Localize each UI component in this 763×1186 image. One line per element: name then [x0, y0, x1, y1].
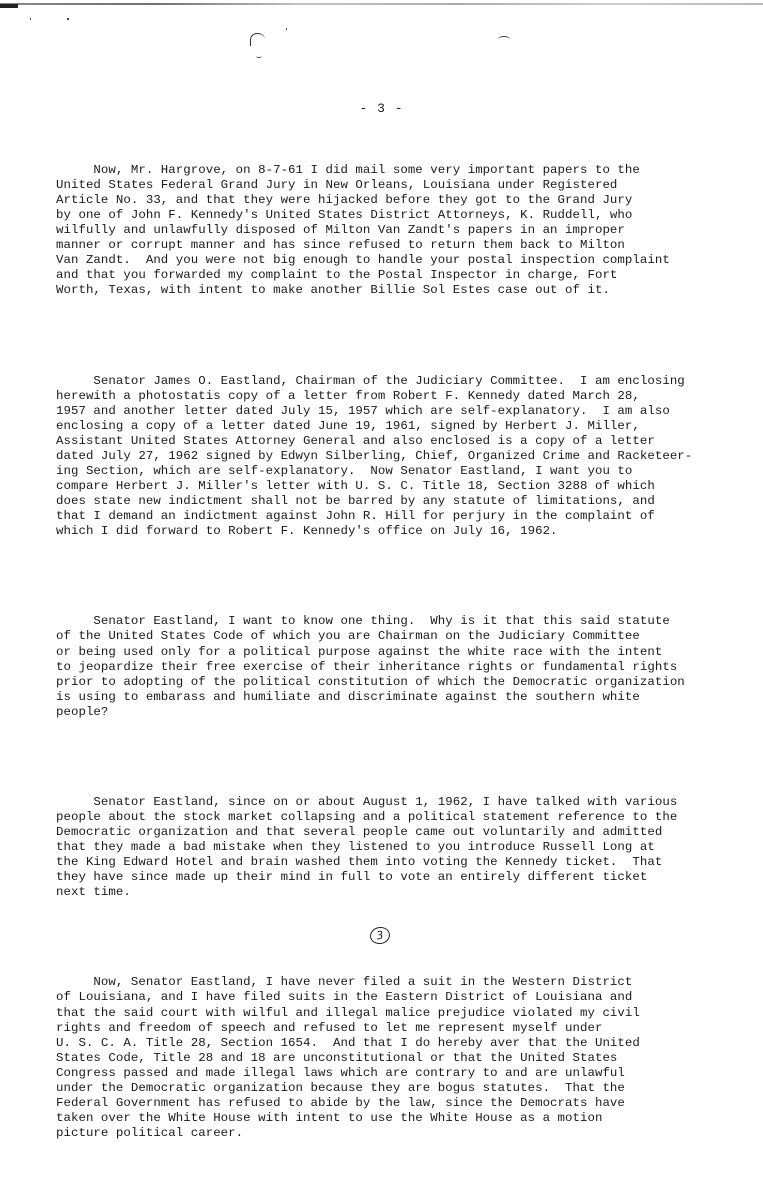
text-line: Senator Eastland, since on or about August 1, 1962, I have talked with various	[56, 794, 678, 809]
text-line: of the United States Code of which you are Chairman on the Judiciary Committee	[56, 629, 640, 644]
paragraph-court-suits	[56, 945, 756, 1171]
scan-speck	[67, 18, 69, 20]
text-line: herewith a photostatis copy of a letter from Robert F. Kennedy dated March 28,	[56, 388, 640, 403]
text-line: by one of John F. Kennedy's United States District Attorneys, K. Ruddell, who	[56, 208, 633, 223]
text-line: Now, Mr. Hargrove, on 8-7-61 I did mail some very important papers to the	[56, 163, 640, 178]
text-line: Van Zandt. And you were not big enough to handle your postal inspection complaint	[56, 253, 670, 268]
text-line: Federal Government has refused to abide by the law, since the Democrats have	[56, 1095, 625, 1110]
text-line: under the Democratic organization because they are bogus statutes. That the	[56, 1080, 625, 1095]
letter-body	[56, 133, 756, 1186]
text-line: people about the stock market collapsing and a political statement reference to the	[56, 809, 678, 824]
text-line: compare Herbert J. Miller's letter with U. S. C. Title 18, Section 3288 of which	[56, 479, 655, 494]
text-line: Article No. 33, and that they were hijacked before they got to the Grand Jury	[56, 193, 633, 208]
text-line: people?	[56, 704, 109, 719]
scan-top-edge	[0, 3, 763, 5]
text-line: wilfully and unlawfully disposed of Milton Van Zandt's papers in an improper	[56, 223, 625, 238]
paragraph-stock-market	[56, 765, 756, 931]
binder-hole-mark-left	[250, 33, 265, 46]
text-line: rights and freedom of speech and refused to let me represent myself under	[56, 1020, 603, 1035]
paragraph-enclosures	[56, 344, 756, 570]
binder-hole-tick	[256, 54, 262, 58]
text-line: that I demand an indictment against John R. Hill for perjury in the complaint of	[56, 509, 655, 524]
text-line: Assistant United States Attorney General and also enclosed is a copy of a letter	[56, 433, 655, 448]
text-line: U. S. C. A. Title 28, Section 1654. And that I do hereby aver that the United	[56, 1035, 640, 1050]
text-line: Senator James O. Eastland, Chairman of the Judiciary Committee. I am enclosing	[56, 373, 685, 388]
text-line: which I did forward to Robert F. Kennedy's office on July 16, 1962.	[56, 524, 558, 539]
text-line: manner or corrupt manner and has since refused to return them back to Milton	[56, 238, 625, 253]
text-line: next time.	[56, 885, 131, 900]
text-line: Now, Senator Eastland, I have never filed a suit in the Western District	[56, 975, 633, 990]
paragraph-statute-question	[56, 584, 756, 750]
text-line: ing Section, which are self-explanatory. Now Senator Eastland, I want you to	[56, 463, 633, 478]
text-line: of Louisiana, and I have filed suits in the Eastern District of Louisiana and	[56, 990, 633, 1005]
text-line: Democratic organization and that several people came out voluntarily and admitted	[56, 825, 663, 840]
scan-speck	[30, 18, 31, 20]
text-line: does state new indictment shall not be barred by any statute of limitations, and	[56, 494, 655, 509]
text-line: United States Federal Grand Jury in New Orleans, Louisiana under Registered	[56, 178, 618, 193]
text-line: enclosing a copy of a letter dated June 19, 1961, signed by Herbert J. Miller,	[56, 418, 640, 433]
text-line: Congress passed and made illegal laws which are contrary to and are unlawful	[56, 1065, 625, 1080]
text-line: taken over the White House with intent to use the White House as a motion	[56, 1110, 603, 1125]
scan-speck	[286, 28, 287, 30]
text-line: picture political career.	[56, 1125, 244, 1140]
text-line: dated July 27, 1962 signed by Edwyn Silberling, Chief, Organized Crime and Racketeer-	[56, 448, 693, 463]
binder-hole-mark-right	[498, 36, 510, 43]
text-line: to jeopardize their free exercise of their inheritance rights or fundamental rights	[56, 659, 678, 674]
text-line: 1957 and another letter dated July 15, 1957 which are self-explanatory. I am also	[56, 403, 670, 418]
text-line: is using to embarass and humiliate and discriminate against the southern white	[56, 689, 640, 704]
text-line: prior to adopting of the political constitution of which the Democratic organization	[56, 674, 685, 689]
circled-page-number: 3	[369, 925, 392, 945]
text-line: Senator Eastland, I want to know one thing. Why is it that this said statute	[56, 614, 670, 629]
scan-corner-mark	[0, 4, 18, 8]
page-number-header: - 3 -	[359, 101, 404, 116]
text-line: that the said court with wilful and illegal malice prejudice violated my civil	[56, 1005, 640, 1020]
text-line: that they made a bad mistake when they listened to you introduce Russell Long at	[56, 840, 655, 855]
text-line: they have since made up their mind in full to vote an entirely different ticket	[56, 870, 648, 885]
text-line: or being used only for a political purpose against the white race with the intent	[56, 644, 663, 659]
text-line: the King Edward Hotel and brain washed them into voting the Kennedy ticket. That	[56, 855, 663, 870]
text-line: Worth, Texas, with intent to make another Billie Sol Estes case out of it.	[56, 283, 610, 298]
text-line: States Code, Title 28 and 18 are unconstitutional or that the United States	[56, 1050, 618, 1065]
text-line: and that you forwarded my complaint to the Postal Inspector in charge, Fort	[56, 268, 618, 283]
paragraph-postal-complaint	[56, 133, 756, 329]
